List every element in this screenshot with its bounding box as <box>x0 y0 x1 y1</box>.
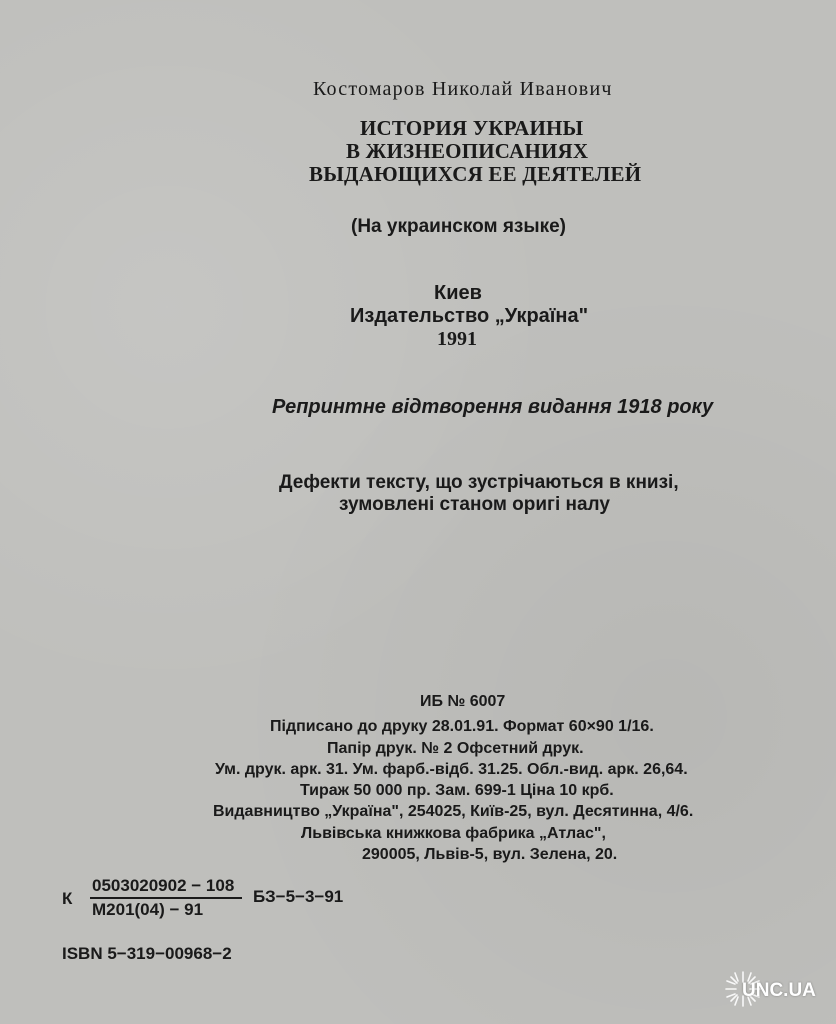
publication-year: 1991 <box>437 328 477 350</box>
fraction-rule <box>90 897 242 899</box>
book-title-line-1: ИСТОРИЯ УКРАИНЫ <box>360 116 584 140</box>
reprint-note: Репринтне відтворення видання 1918 року <box>272 396 714 418</box>
defects-note-line-1: Дефекти тексту, що зустрічаються в книзі, <box>279 472 679 493</box>
classification-letter: К <box>62 889 73 908</box>
classification-numerator: 0503020902 − 108 <box>92 876 235 895</box>
defects-note-line-2: зумовлені станом оригі налу <box>339 494 610 515</box>
isbn-number: ISBN 5−319−00968−2 <box>62 944 232 963</box>
classification-code: БЗ−5−3−91 <box>253 887 344 906</box>
ib-number: ИБ № 6007 <box>420 693 506 710</box>
publisher-name: Издательство „Україна" <box>350 305 589 327</box>
imprint-line: 290005, Львів-5, вул. Зелена, 20. <box>362 846 618 863</box>
watermark-text: UNC.UA <box>742 980 816 1001</box>
imprint-line: Ум. друк. арк. 31. Ум. фарб.-відб. 31.25. Обл.-вид. арк. 26,64. <box>215 761 688 778</box>
imprint-line: Тираж 50 000 пр. Зам. 699-1 Ціна 10 крб. <box>300 782 614 799</box>
imprint-line: Підписано до друку 28.01.91. Формат 60×90 1/16. <box>270 718 654 735</box>
watermark <box>724 968 828 1012</box>
classification-denominator: М201(04) − 91 <box>92 900 204 919</box>
book-title-line-2: В ЖИЗНЕОПИСАНИЯХ <box>346 139 589 163</box>
author-name: Костомаров Николай Иванович <box>313 78 613 100</box>
imprint-line: Львівська книжкова фабрика „Атлас", <box>301 825 606 842</box>
imprint-line: Видавництво „Україна", 254025, Київ-25, вул. Десятинна, 4/6. <box>213 803 694 820</box>
language-note: (На украинском языке) <box>351 216 566 237</box>
publication-city: Киев <box>434 282 482 304</box>
imprint-line: Папір друк. № 2 Офсетний друк. <box>327 740 584 757</box>
book-title-line-3: ВЫДАЮЩИХСЯ ЕЕ ДЕЯТЕЛЕЙ <box>309 162 642 186</box>
